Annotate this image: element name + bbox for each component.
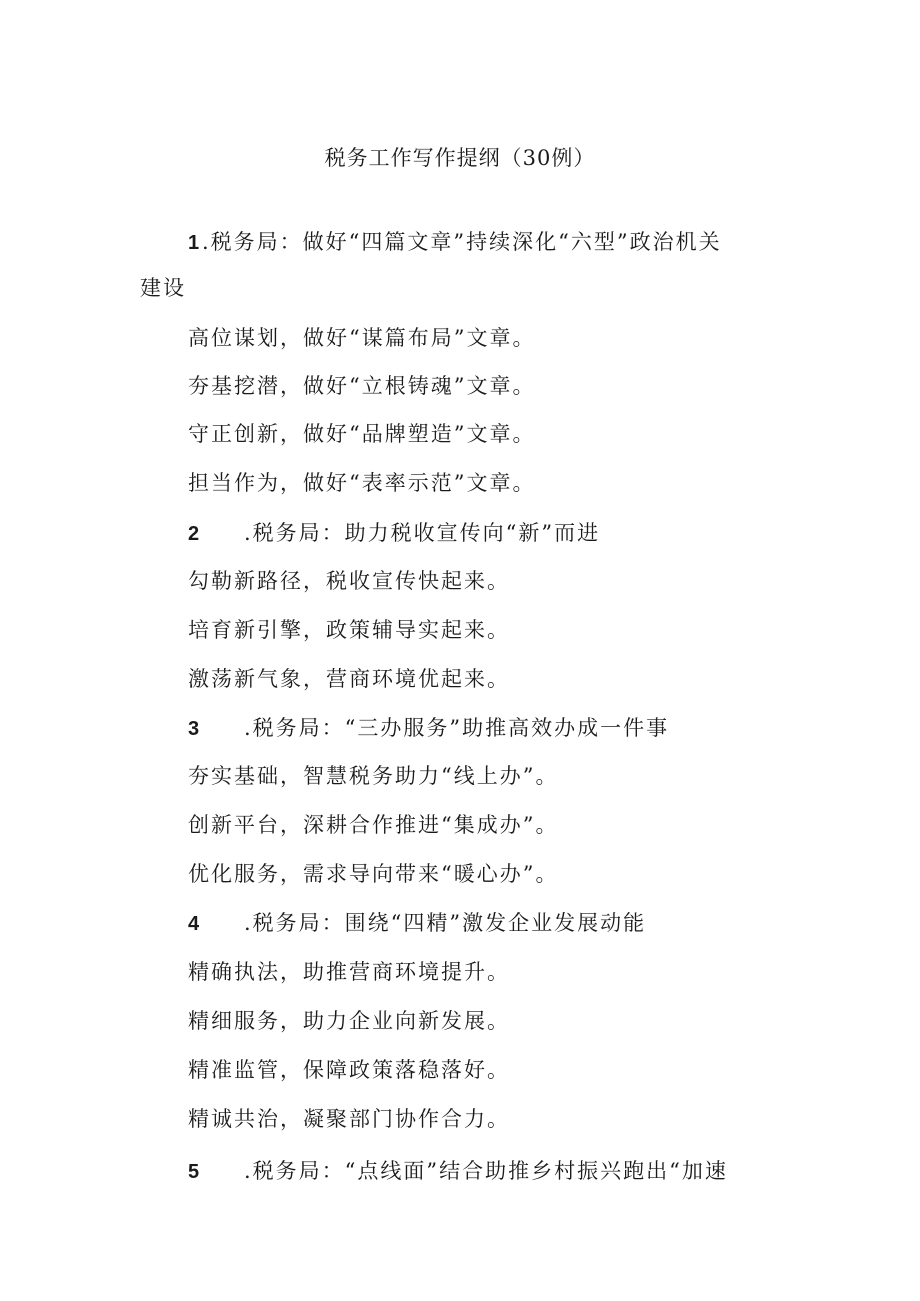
section-number: 3 [188, 718, 202, 740]
section-1-heading-continued: 建设 [140, 276, 186, 300]
section-heading-text: .税务局：做好“四篇文章”持续深化“六型”政治机关 [202, 230, 722, 254]
list-item: 创新平台，深耕合作推进“集成办”。 [188, 813, 559, 837]
section-2-heading [188, 517, 600, 547]
section-heading-text: .税务局：助力税收宣传向“新”而进 [244, 521, 601, 545]
section-3-heading [188, 712, 669, 742]
list-item: 精确执法，助推营商环境提升。 [188, 960, 510, 984]
section-4-heading [188, 907, 646, 937]
list-item: 培育新引擎，政策辅导实起来。 [188, 618, 510, 642]
section-number: 4 [188, 913, 202, 935]
list-item: 担当作为，做好“表率示范”文章。 [188, 471, 536, 495]
section-number: 2 [188, 523, 202, 545]
document-title: 税务工作写作提纲（30例） [324, 146, 596, 170]
section-heading-text: .税务局：“三办服务”助推高效办成一件事 [244, 716, 670, 740]
list-item: 勾勒新路径，税收宣传快起来。 [188, 569, 510, 593]
list-item: 夯基挖潜，做好“立根铸魂”文章。 [188, 374, 536, 398]
list-item: 夯实基础，智慧税务助力“线上办”。 [188, 764, 559, 788]
list-item: 精准监管，保障政策落稳落好。 [188, 1058, 510, 1082]
section-1-heading [188, 226, 722, 256]
section-5-heading [188, 1155, 728, 1185]
section-number: 5 [188, 1161, 202, 1183]
section-heading-text: .税务局：围绕“四精”激发企业发展动能 [244, 911, 647, 935]
list-item: 高位谋划，做好“谋篇布局”文章。 [188, 326, 536, 350]
list-item: 优化服务，需求导向带来“暖心办”。 [188, 862, 559, 886]
list-item: 守正创新，做好“品牌塑造”文章。 [188, 422, 536, 446]
list-item: 精诚共治，凝聚部门协作合力。 [188, 1107, 510, 1131]
section-number: 1 [188, 232, 202, 254]
section-heading-text: .税务局：“点线面”结合助推乡村振兴跑出“加速 [244, 1159, 728, 1183]
list-item: 激荡新气象，营商环境优起来。 [188, 667, 510, 691]
list-item: 精细服务，助力企业向新发展。 [188, 1009, 510, 1033]
